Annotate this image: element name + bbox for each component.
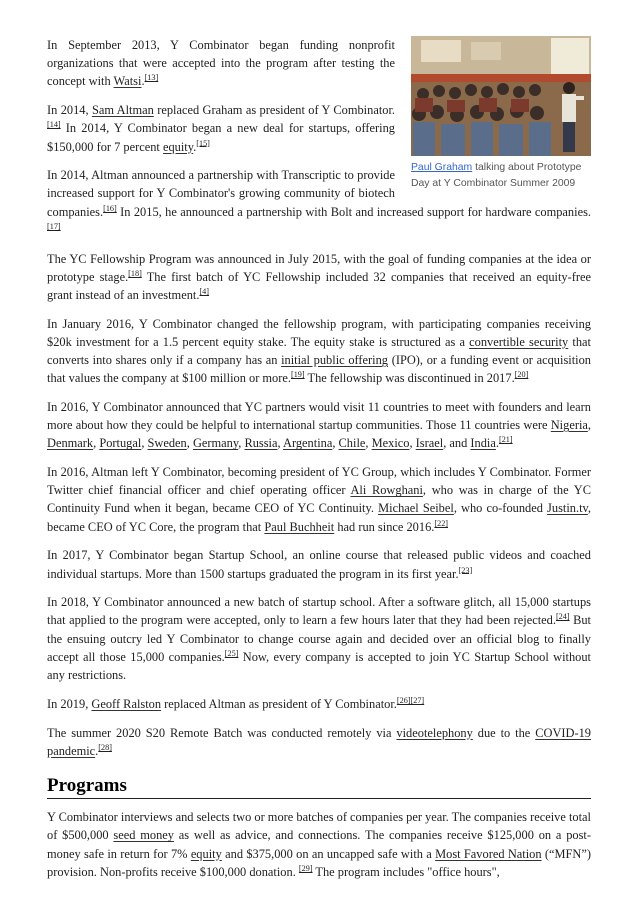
text-run: In September 2013, Y Combinator began funding nonprofit organizations that were accepted into the program after testing the concept with [47,38,395,89]
text-run: The first batch of YC Fellowship included 32 companies that received an equity-free grant instead of an investment. [47,269,591,302]
text-run: In 2014, [47,103,92,118]
section-heading-programs: Programs [47,777,591,799]
link-sam-altman[interactable]: Sam Altman [91,103,154,118]
text-run: In 2019, [47,696,92,711]
text-run: In January 2016, Y Combinator changed the fellowship program, with participating companies receiving $20k investment for a 1.5 percent equity stake. The equity stake is structured as a [47,316,591,349]
text-run: , [238,436,245,451]
link-initial-public-offering[interactable]: initial public offering [281,353,389,368]
text-run: , [409,436,416,451]
link-most-favored-nation[interactable]: Most Favored Nation [435,846,542,861]
reference-link[interactable]: [28] [98,742,112,752]
link-justin-tv[interactable]: Justin.tv [547,501,588,516]
text-run: , [93,436,100,451]
paragraph [47,315,591,388]
paragraph [47,463,591,536]
text-run: (IPO), or a funding event or acquisition that values the company at $100 million or more. [47,353,591,386]
reference-link[interactable]: [18] [128,268,142,278]
text-run: , who co-founded [453,501,548,516]
text-run: The summer 2020 S20 Remote Batch was conducted remotely via [47,725,397,740]
paragraph [47,398,591,453]
photo-of-presentation[interactable] [411,36,591,156]
link-paul-buchheit[interactable]: Paul Buchheit [264,519,335,534]
text-run: In 2016, Y Combinator announced that YC partners would visit 11 countries to meet with founders and learn more about how they could be helpful to international startup communities. Those 11 countries were [47,399,591,433]
link-videotelephony[interactable]: videotelephony [396,725,473,740]
caption-text: talking about Prototype Day at Y Combinator Summer 2009 [411,162,582,189]
text-run: In 2016, Altman left Y Combinator, becoming president of YC Group, which includes Y Combinator. Former Twitter chief financial officer and chief operating officer [47,465,591,498]
paragraph [47,546,591,582]
reference-link[interactable]: [22] [434,518,449,528]
text-run: , [587,418,591,433]
text-run: , [332,436,339,451]
link-convertible-security[interactable]: convertible security [469,334,569,349]
text-run: , became CEO of YC Core, the program that [47,501,592,534]
link-michael-seibel[interactable]: Michael Seibel [378,501,454,516]
text-run: due to the [472,725,536,740]
reference-link[interactable]: [27] [410,695,425,705]
link-israel[interactable]: Israel [415,436,444,451]
reference-link[interactable]: [13] [144,73,159,83]
link-watsi[interactable]: Watsi [113,74,142,89]
reference-link[interactable]: [23] [458,565,473,575]
reference-link[interactable]: [21] [498,435,513,445]
text-run: and $375,000 on an uncapped safe with a [221,846,436,861]
reference-link[interactable]: [17] [47,221,61,231]
link-mexico[interactable]: Mexico [371,436,410,451]
text-run: In 2015, he announced a partnership with Bolt and increased support for hardware companies. [116,204,591,219]
text-run: . [495,436,499,451]
link-equity[interactable]: equity [190,846,222,861]
programs-paragraph [47,808,591,881]
figure-thumbnail [411,36,591,191]
reference-link[interactable]: [24] [555,612,570,622]
text-run: that converts into shares only if a company has an [47,334,591,368]
text-run: The YC Fellowship Program was announced in July 2015, with the goal of funding companies at the idea or prototype stage. [47,251,591,284]
reference-link[interactable]: [20] [514,370,529,380]
text-run: . [95,743,99,758]
link-denmark[interactable]: Denmark [47,436,94,451]
reference-link[interactable]: [29] [298,863,313,873]
text-run: In 2018, Y Combinator announced a new batch of startup school. After a software glitch, all 15,000 startups that applied to the program were accepted, only to learn a few hours later that they had been rejected. [47,595,591,628]
text-run: as well as advice, and connections. The companies receive $125,000 on a post-money safe in return for 7% [47,828,591,861]
link-sweden[interactable]: Sweden [147,436,187,451]
link-russia[interactable]: Russia [244,436,278,451]
text-run: , who was in charge of the YC Continuity Fund when it began, became CEO of YC Continuity. [47,483,591,516]
text-run: , [186,436,193,451]
link-portugal[interactable]: Portugal [99,436,142,451]
reference-link[interactable]: [14] [47,120,61,130]
text-run: replaced Graham as president of Y Combinator. [153,103,396,118]
text-run: , [277,436,284,451]
reference-link[interactable]: [19] [290,370,305,380]
text-run: In 2017, Y Combinator began Startup School, an online course that released public videos and coached individual startups. More than 1500 startups graduated the program in its first year. [47,548,591,581]
text-run: (“MFN”) provision. Non-profits receive $100,000 donation. [47,846,591,879]
paragraph [47,593,591,684]
text-run: The program includes "office hours", [312,864,500,879]
reference-link[interactable]: [25] [224,648,239,658]
paragraph [47,695,591,713]
reference-link[interactable]: [15] [196,138,210,148]
text-run: had run since 2016. [334,519,435,534]
link-chile[interactable]: Chile [338,436,366,451]
link-argentina[interactable]: Argentina [283,436,333,451]
text-run: Y Combinator interviews and selects two or more batches of companies per year. The companies receive total of $500,000 [47,810,591,843]
text-run: , [141,436,148,451]
text-run: , [365,436,372,451]
text-run: The fellowship was discontinued in 2017. [304,371,515,386]
paragraph [47,250,591,305]
link-geoff-ralston[interactable]: Geoff Ralston [91,696,162,711]
link-seed-money[interactable]: seed money [113,828,174,843]
text-run: In 2014, Altman announced a partnership with Transcriptic to provide increased support for Y Combinator's growing community of biotech companies. [47,168,395,219]
reference-link[interactable]: [4] [199,286,209,296]
caption-link-paul-graham[interactable]: Paul Graham [411,162,473,173]
link-ali-rowghani[interactable]: Ali Rowghani [350,483,423,498]
text-run: Now, every company is accepted to join YC Startup School without any restrictions. [47,649,591,683]
figure-caption [411,160,591,191]
reference-link[interactable]: [26] [396,695,411,705]
link-nigeria[interactable]: Nigeria [550,418,588,433]
text-run: In 2014, Y Combinator began a new deal for startups, offering $150,000 for 7 percent [47,121,395,154]
paragraph [47,724,591,760]
link-india[interactable]: India [470,436,496,451]
text-run: , and [443,436,471,451]
text-run: . [141,74,145,89]
text-run: . [193,139,197,154]
text-run: replaced Altman as president of Y Combinator. [161,696,397,711]
text-run: But the ensuing outcry led Y Combinator to change course again and decided over an official blog to finally accept all those 15,000 companies. [47,613,592,664]
link-equity[interactable]: equity [162,139,194,154]
link-covid-19-pandemic[interactable]: COVID-19 pandemic [47,725,591,758]
link-germany[interactable]: Germany [192,436,239,451]
reference-link[interactable]: [16] [103,203,117,213]
